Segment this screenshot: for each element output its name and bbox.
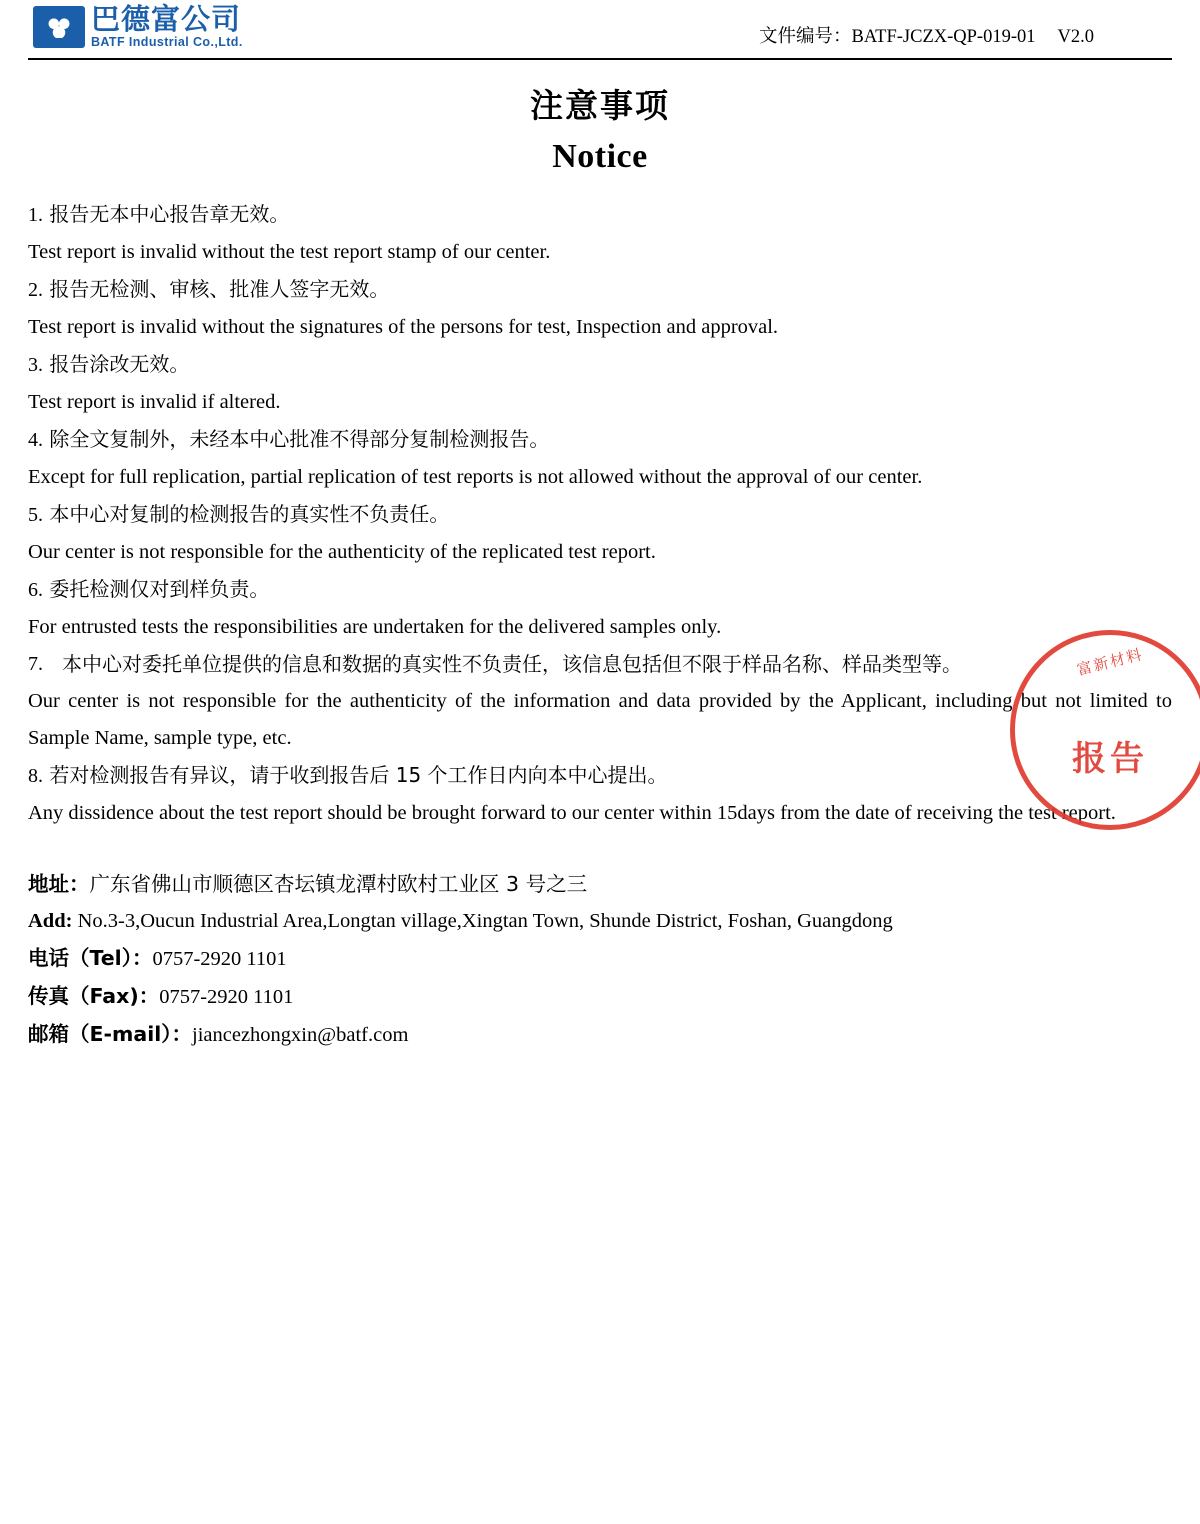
notice-item-cn xyxy=(28,571,1172,609)
document-version: V2.0 xyxy=(1057,27,1094,47)
logo-company-name-en: BATF Industrial Co.,Ltd. xyxy=(91,35,243,49)
notice-item-cn xyxy=(28,757,1172,795)
document-header xyxy=(28,0,1172,62)
notice-item-number: 1. xyxy=(28,204,43,226)
notice-item-text-cn: 本中心对复制的检测报告的真实性不负责任。 xyxy=(49,502,450,526)
notice-item-text-cn: 除全文复制外，未经本中心批准不得部分复制检测报告。 xyxy=(49,427,550,451)
report-seal-stamp xyxy=(1010,630,1200,830)
notice-item-text-cn: 报告无本中心报告章无效。 xyxy=(49,202,290,226)
notice-item-cn xyxy=(28,646,1172,683)
notice-item-cn xyxy=(28,421,1172,459)
notice-item-en: Test report is invalid without the test report stamp of our center. xyxy=(28,241,551,263)
notice-item-en: Our center is not responsible for the authenticity of the information and data provided by the Applicant, including but not limited to Sample Name, sample type, etc. xyxy=(28,690,1172,749)
email-label: 邮箱（E-mail）： xyxy=(28,1022,193,1046)
fax-line xyxy=(28,978,1172,1016)
address-line-en xyxy=(28,903,1172,940)
page-title-en: Notice xyxy=(552,138,648,175)
document-code xyxy=(759,22,1094,48)
notice-item-en: Test report is invalid if altered. xyxy=(28,391,281,413)
notice-item-number: 6. xyxy=(28,579,43,601)
email-value: jiancezhongxin@batf.com xyxy=(192,1024,409,1046)
notice-item-number: 2. xyxy=(28,279,43,301)
notice-item-en: Our center is not responsible for the authenticity of the replicated test report. xyxy=(28,541,656,563)
email-line xyxy=(28,1016,1172,1054)
logo-text-block xyxy=(91,4,243,49)
notice-item-en: Any dissidence about the test report should be brought forward to our center within 15days from the date of receiving the test report. xyxy=(28,802,1116,824)
telephone-label: 电话（Tel）： xyxy=(28,946,153,970)
stamp-center-text: 报告 xyxy=(1072,739,1148,779)
notice-item-cn xyxy=(28,496,1172,534)
address-label-en: Add: xyxy=(28,910,73,932)
notice-item-en: For entrusted tests the responsibilities are undertaken for the delivered samples only. xyxy=(28,616,722,638)
notice-item-number: 4. xyxy=(28,429,43,451)
logo-company-name-cn: 巴德富公司 xyxy=(91,2,242,36)
address-value-en: No.3-3,Oucun Industrial Area,Longtan village,Xingtan Town, Shunde District, Foshan, Guangdong xyxy=(77,910,893,932)
notice-item-text-cn: 本中心对委托单位提供的信息和数据的真实性不负责任，该信息包括但不限于样品名称、样品类型等。 xyxy=(62,652,962,676)
notice-item-number: 3. xyxy=(28,354,43,376)
company-logo xyxy=(33,4,243,49)
document-code-value: BATF-JCZX-QP-019-01 xyxy=(851,27,1036,47)
page-title-cn: 注意事项 xyxy=(530,86,670,125)
notice-item-number: 5. xyxy=(28,504,43,526)
notice-item-cn xyxy=(28,271,1172,309)
fax-label: 传真（Fax)： xyxy=(28,984,160,1008)
address-line-cn xyxy=(28,866,1172,903)
telephone-value: 0757-2920 1101 xyxy=(152,948,287,970)
flower-logo-icon xyxy=(33,6,85,48)
notice-item-text-cn: 报告涂改无效。 xyxy=(49,352,190,376)
telephone-line xyxy=(28,940,1172,978)
notice-item-number: 7. xyxy=(28,653,43,675)
notice-item-text-cn: 若对检测报告有异议，请于收到报告后 15 个工作日内向本中心提出。 xyxy=(49,763,668,787)
notice-item-text-cn: 报告无检测、审核、批准人签字无效。 xyxy=(49,277,390,301)
notice-item-cn xyxy=(28,196,1172,234)
header-divider xyxy=(28,58,1172,60)
stamp-arc-text: 富新材料 xyxy=(1074,645,1146,679)
address-value-cn: 广东省佛山市顺德区杏坛镇龙潭村欧村工业区 3 号之三 xyxy=(89,872,588,896)
notice-list xyxy=(28,196,1172,832)
contact-block xyxy=(28,866,1172,1054)
document-code-label: 文件编号： xyxy=(759,27,852,47)
fax-value: 0757-2920 1101 xyxy=(159,986,294,1008)
notice-item-en: Test report is invalid without the signatures of the persons for test, Inspection and approval. xyxy=(28,316,779,338)
notice-item-number: 8. xyxy=(28,765,43,787)
notice-item-text-cn: 委托检测仅对到样负责。 xyxy=(49,577,270,601)
notice-item-cn xyxy=(28,346,1172,384)
notice-item-en: Except for full replication, partial replication of test reports is not allowed without the approval of our center. xyxy=(28,466,923,488)
address-label-cn: 地址： xyxy=(28,872,90,896)
